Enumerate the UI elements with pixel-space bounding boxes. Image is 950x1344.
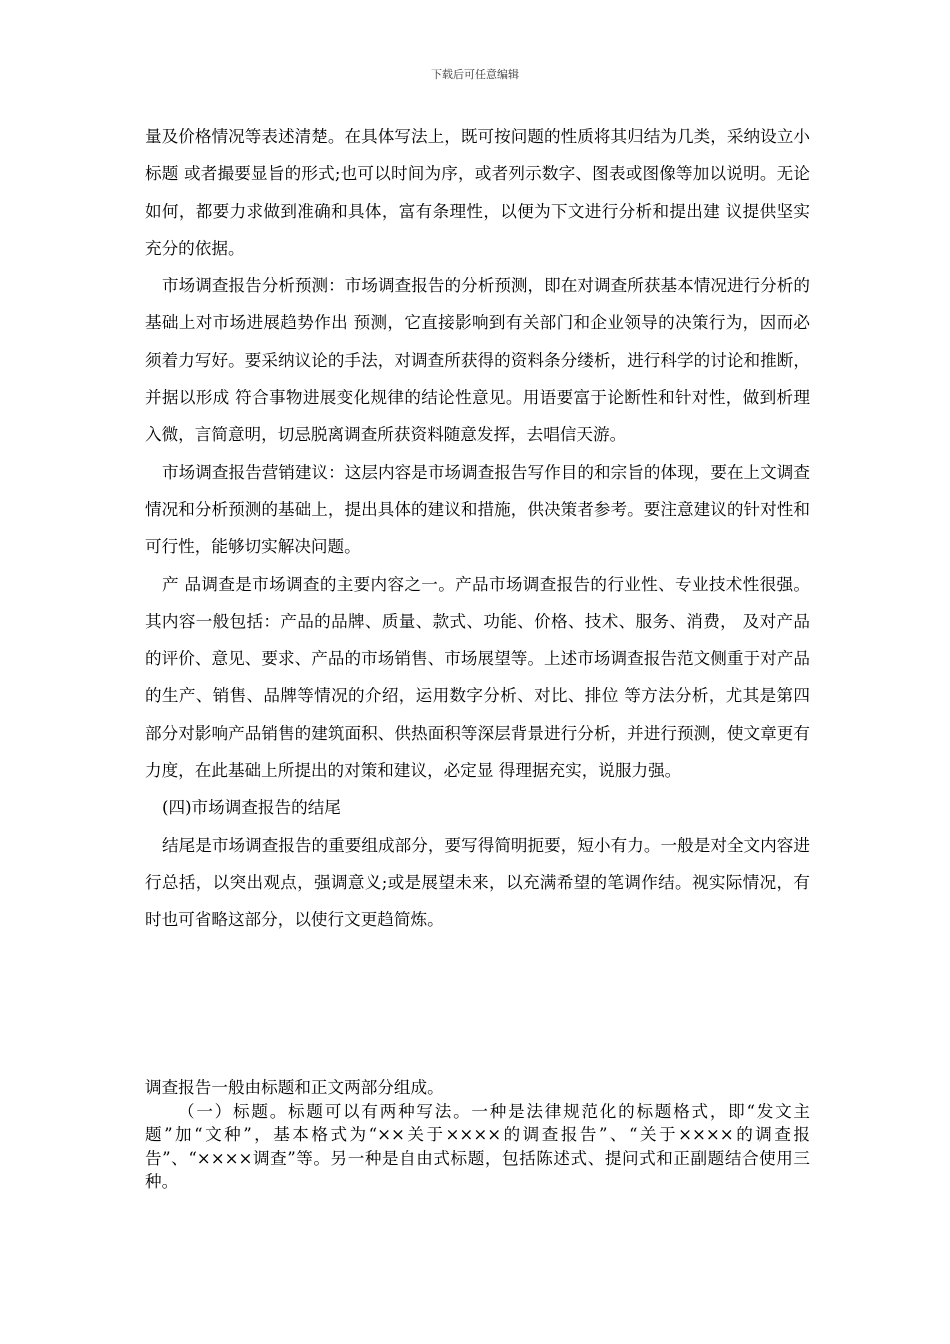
paragraph-title-format: （一）标题。标题可以有两种写法。一种是法律规范化的标题格式，即“发文主题”加“文种”，基本格式为“××关于××××的调查报告”、“关于××××的调查报告”、“××××调查”等。另一种是自由式标题，包括陈述式、提问式和正副题结合使用三种。 [145, 1101, 810, 1192]
main-text [145, 118, 810, 939]
paragraph-analysis-forecast: 市场调查报告分析预测：市场调查报告的分析预测，即在对调查所获基本情况进行分析的基础上对市场进展趋势作出 预测，它直接影响到有关部门和企业领导的决策行为，因而必须着力写好。要采纳议论的手法，对调查所获得的资料条分缕析，进行科学的讨论和推断，并据以形成 符合事物进展变化规律的结论性意见。用语要富于论断性和针对性，做到析理入微，言简意明，切忌脱离调查所获资料随意发挥，去唱信天游。 [145, 276, 810, 445]
paragraph-marketing-advice: 市场调查报告营销建议：这层内容是市场调查报告写作目的和宗旨的体现，要在上文调查情况和分析预测的基础上，提出具体的建议和措施，供决策者参考。要注意建议的针对性和可行性，能够切实解决问题。 [145, 462, 810, 557]
paragraph-quantity-price: 量及价格情况等表述清楚。在具体写法上，既可按问题的性质将其归结为几类，采纳设立小标题 或者撮要显旨的形式;也可以时间为序，或者列示数字、图表或图像等加以说明。无论如何，都要力求做到准确和具体，富有条理性，以便为下文进行分析和提出建 议提供坚实充分的依据。 [145, 127, 810, 258]
page-header: 下载后可任意编辑 [431, 68, 519, 81]
paragraph-report-composition: 调查报告一般由标题和正文两部分组成。 [145, 1078, 444, 1097]
paragraph-ending: 结尾是市场调查报告的重要组成部分，要写得简明扼要，短小有力。一般是对全文内容进行总括，以突出观点，强调意义;或是展望未来，以充满希望的笔调作结。视实际情况，有时也可省略这部分，以使行文更趋简炼。 [145, 835, 810, 930]
tail-text [145, 1076, 810, 1194]
paragraph-product-survey: 产 品调查是市场调查的主要内容之一。产品市场调查报告的行业性、专业技术性很强。其内容一般包括：产品的品牌、质量、款式、功能、价格、技术、服务、消费， 及对产品的评价、意见、要求、产品的市场销售、市场展望等。上述市场调查报告范文侧重于对产品的生产、销售、品牌等情况的介绍，运用数字分析、对比、排位 等方法分析，尤其是第四部分对影响产品销售的建筑面积、供热面积等深层背景进行分析，并进行预测，使文章更有力度，在此基础上所提出的对策和建议，必定显 得理据充实，说服力强。 [145, 574, 810, 781]
section-heading-ending: (四)市场调查报告的结尾 [162, 798, 341, 818]
